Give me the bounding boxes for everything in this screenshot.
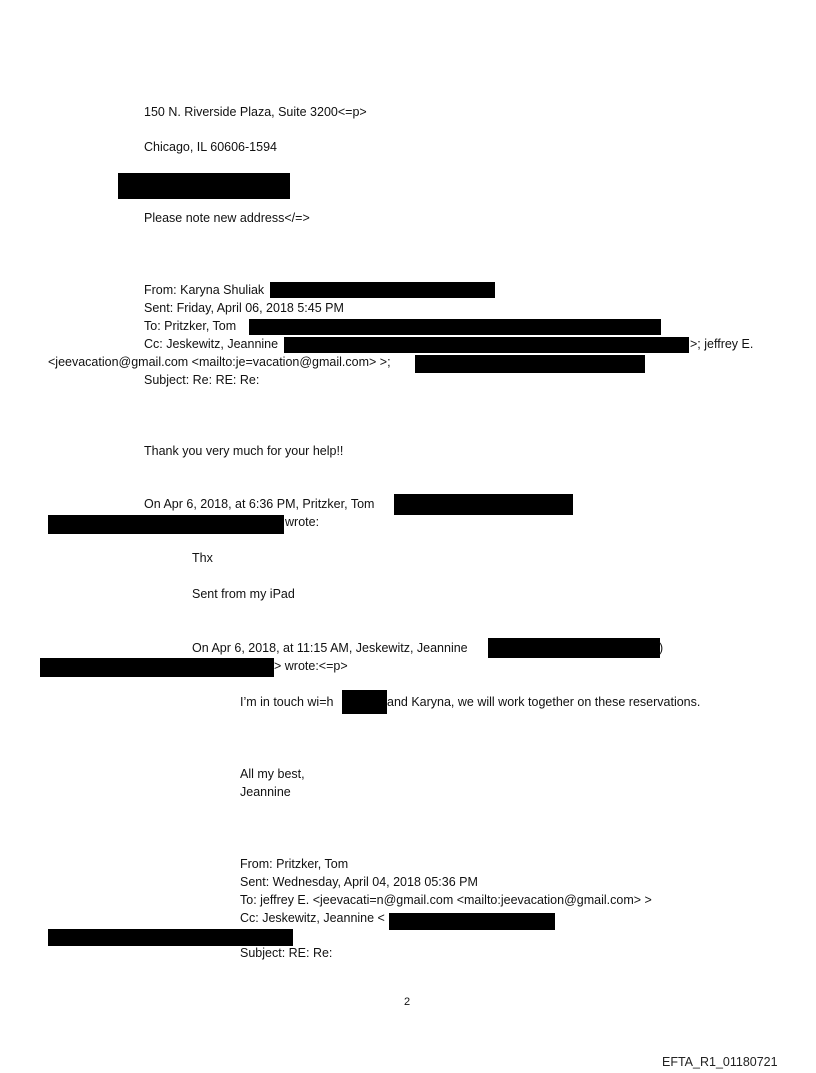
msg4-sent: Sent: Wednesday, April 04, 2018 05:36 PM <box>240 875 478 889</box>
bates-number: EFTA_R1_01180721 <box>662 1055 778 1069</box>
redaction-box <box>394 494 573 515</box>
msg4-cc: Cc: Jeskewitz, Jeannine < <box>240 911 385 925</box>
redaction-box <box>40 658 274 677</box>
msg1-cc-line2: <jeevacation@gmail.com <mailto:je=vacation@gmail.com> >; <box>48 355 391 369</box>
address-note: Please note new address</=> <box>144 211 310 225</box>
msg1-subject: Subject: Re: RE: Re: <box>144 373 260 387</box>
redaction-box <box>270 282 495 298</box>
redaction-box <box>48 515 284 534</box>
redaction-box <box>415 355 645 373</box>
page-number: 2 <box>404 996 411 1008</box>
msg1-from: From: Karyna Shuliak <box>144 283 265 297</box>
msg1-cc: Cc: Jeskewitz, Jeannine <box>144 337 279 351</box>
msg2-header: On Apr 6, 2018, at 6:36 PM, Pritzker, Tom <box>144 497 375 511</box>
msg1-sent: Sent: Friday, April 06, 2018 5:45 PM <box>144 301 344 315</box>
redaction-box <box>488 638 660 658</box>
msg2-body-1: Thx <box>192 551 213 565</box>
address-line-2: Chicago, IL 60606-1594 <box>144 140 277 154</box>
msg1-to: To: Pritzker, Tom <box>144 319 237 333</box>
redaction-box <box>48 929 293 946</box>
address-line-1: 150 N. Riverside Plaza, Suite 3200<=p> <box>144 105 367 119</box>
msg3-body-post: and Karyna, we will work together on these reservations. <box>387 695 701 709</box>
msg4-subject: Subject: RE: Re: <box>240 946 333 960</box>
msg1-body: Thank you very much for your help!! <box>144 444 344 458</box>
msg2-body-2: Sent from my iPad <box>192 587 295 601</box>
msg3-body-pre: I’m in touch wi=h <box>240 695 334 709</box>
msg3-signoff-2: Jeannine <box>240 785 291 799</box>
msg3-header-tail: ) <box>659 641 664 655</box>
msg4-to: To: jeffrey E. <jeevacati=n@gmail.com <mailto:jeevacation@gmail.com> > <box>240 893 652 907</box>
redaction-box <box>389 913 555 930</box>
redaction-box <box>118 173 290 199</box>
msg1-cc-tail: >; jeffrey E. <box>690 337 754 351</box>
msg3-header-2: > wrote:<=p> <box>274 659 348 673</box>
msg4-from: From: Pritzker, Tom <box>240 857 349 871</box>
redaction-box <box>284 337 689 353</box>
redaction-box <box>249 319 661 335</box>
msg3-signoff-1: All my best, <box>240 767 305 781</box>
msg3-header: On Apr 6, 2018, at 11:15 AM, Jeskewitz, Jeannine <box>192 641 468 655</box>
redaction-box <box>342 690 387 714</box>
msg2-header-2: wrote: <box>285 515 320 529</box>
